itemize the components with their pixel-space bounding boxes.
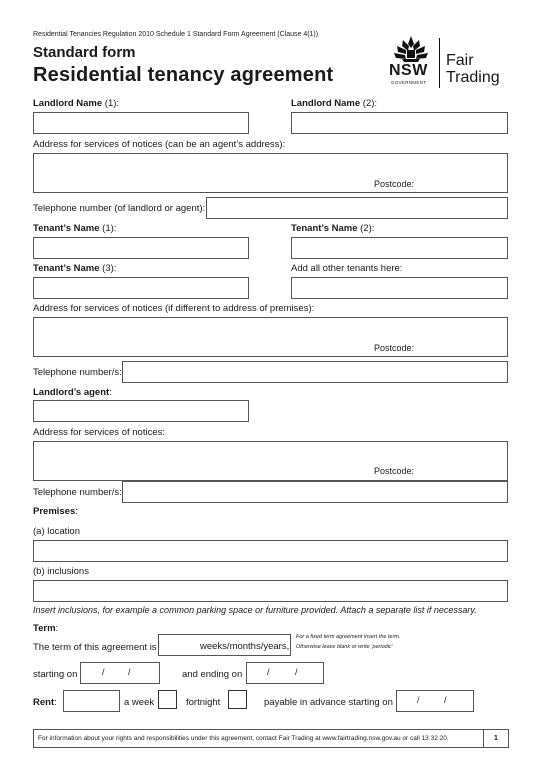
nsw-government-logo bbox=[388, 34, 434, 88]
landlord-agent-field[interactable] bbox=[33, 400, 249, 422]
landlord-phone-field[interactable] bbox=[206, 197, 508, 219]
premises-location-field[interactable] bbox=[33, 540, 508, 562]
premises-inclusions-field[interactable] bbox=[33, 580, 508, 602]
footer-info-text: For information about your rights and responsibilities under this agreement, contact Fair Trading at www.fairtrading.nsw.gov.au or call 13 32 20. bbox=[38, 735, 449, 742]
tenant-name-2-label: Tenant’s Name (2): bbox=[291, 223, 375, 234]
other-tenants-label: Add all other tenants here: bbox=[291, 263, 403, 274]
tenant-phone-label: Telephone number/s: bbox=[33, 367, 122, 378]
landlord-address-field[interactable] bbox=[33, 153, 508, 193]
logo-government-text: GOVERNMENT bbox=[391, 80, 427, 85]
rent-heading: Rent: bbox=[33, 697, 57, 708]
landlord-name-2-label: Landlord Name (2): bbox=[291, 98, 378, 109]
tenant-address-label: Address for services of notices (if different to address of premises): bbox=[33, 303, 315, 314]
agent-address-field[interactable] bbox=[33, 441, 508, 481]
term-start-date-field[interactable] bbox=[80, 662, 160, 684]
end-date-separator-1: / bbox=[267, 667, 270, 677]
landlord-postcode-label: Postcode: bbox=[374, 179, 415, 189]
tenant-name-2-field[interactable] bbox=[291, 237, 508, 259]
premises-location-label: (a) location bbox=[33, 526, 80, 537]
landlord-phone-label: Telephone number (of landlord or agent): bbox=[33, 203, 206, 214]
rent-week-checkbox[interactable] bbox=[158, 690, 177, 709]
tenant-name-1-label: Tenant’s Name (1): bbox=[33, 223, 117, 234]
term-end-label: and ending on bbox=[182, 669, 243, 680]
agent-postcode-label: Postcode: bbox=[374, 466, 415, 476]
landlord-name-1-field[interactable] bbox=[33, 112, 249, 134]
inclusions-instruction: Insert inclusions, for example a common parking space or furniture provided. Attach a separate list if necessary. bbox=[33, 605, 477, 615]
tenant-name-3-label: Tenant’s Name (3): bbox=[33, 263, 117, 274]
rent-advance-label: payable in advance starting on bbox=[264, 697, 393, 708]
term-label: The term of this agreement is bbox=[33, 642, 157, 653]
logo-nsw-text: NSW bbox=[389, 62, 428, 79]
tenant-address-field[interactable] bbox=[33, 317, 508, 357]
agent-phone-field[interactable] bbox=[122, 481, 508, 503]
logo-fair-text: Fair bbox=[446, 52, 474, 69]
term-heading: Term: bbox=[33, 623, 59, 634]
waratah-icon bbox=[388, 34, 434, 62]
other-tenants-field[interactable] bbox=[291, 277, 508, 299]
term-note-2: Otherwise leave blank or write ‘periodic’ bbox=[296, 644, 393, 650]
landlord-agent-heading: Landlord’s agent: bbox=[33, 387, 112, 398]
term-note-1: For a fixed term agreement insert the term. bbox=[296, 634, 401, 640]
form-title-line1: Standard form bbox=[33, 44, 136, 61]
rent-start-date-field[interactable] bbox=[396, 690, 474, 712]
term-start-label: starting on bbox=[33, 669, 78, 680]
page-number: 1 bbox=[483, 730, 508, 747]
agent-phone-label: Telephone number/s: bbox=[33, 487, 122, 498]
tenant-name-3-field[interactable] bbox=[33, 277, 249, 299]
tenant-postcode-label: Postcode: bbox=[374, 343, 415, 353]
rent-fortnight-label: fortnight bbox=[186, 697, 221, 708]
footer-bar bbox=[33, 729, 509, 748]
rent-date-separator-1: / bbox=[417, 695, 420, 705]
regulation-reference: Residential Tenancies Regulation 2010 Schedule 1 Standard Form Agreement (Clause 4(1)) bbox=[33, 31, 319, 38]
tenant-phone-field[interactable] bbox=[122, 361, 508, 383]
rent-week-label: a week bbox=[124, 697, 155, 708]
term-unit-label: weeks/months/years, bbox=[200, 641, 290, 652]
agent-address-label: Address for services of notices: bbox=[33, 427, 165, 438]
term-end-date-field[interactable] bbox=[246, 662, 324, 684]
end-date-separator-2: / bbox=[295, 667, 298, 677]
rent-date-separator-2: / bbox=[444, 695, 447, 705]
landlord-name-2-field[interactable] bbox=[291, 112, 508, 134]
logo-trading-text: Trading bbox=[446, 69, 500, 86]
start-date-separator-1: / bbox=[102, 667, 105, 677]
premises-heading: Premises: bbox=[33, 506, 78, 517]
rent-amount-field[interactable] bbox=[63, 690, 120, 712]
landlord-address-label: Address for services of notices (can be an agent’s address): bbox=[33, 139, 286, 150]
form-title-line2: Residential tenancy agreement bbox=[33, 64, 334, 86]
rent-fortnight-checkbox[interactable] bbox=[228, 690, 247, 709]
logo-divider bbox=[439, 38, 440, 88]
landlord-name-1-label: Landlord Name (1): bbox=[33, 98, 120, 109]
premises-inclusions-label: (b) inclusions bbox=[33, 566, 89, 577]
start-date-separator-2: / bbox=[128, 667, 131, 677]
tenant-name-1-field[interactable] bbox=[33, 237, 249, 259]
